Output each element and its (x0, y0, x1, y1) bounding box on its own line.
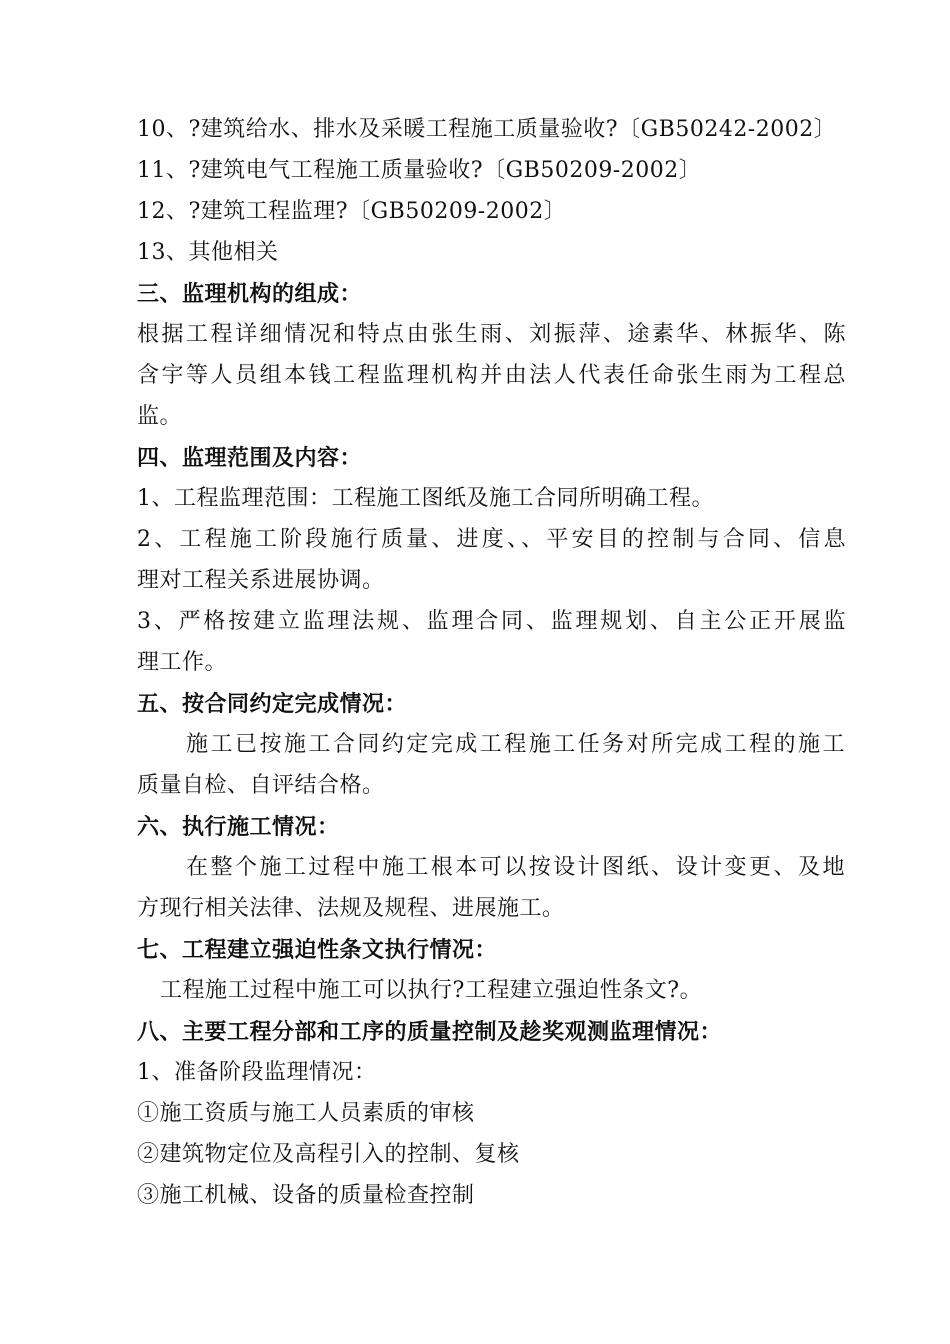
section-8-subheading-1: 1、准备阶段监理情况： (137, 1060, 377, 1085)
section-3-paragraph-line-2: 含宇等人员组本钱工程监理机构并由法人代表任命张生雨为工程总 (137, 363, 847, 388)
list-item-11: 11、?建筑电气工程施工质量验收?〔GB50209-2002〕 (137, 158, 702, 183)
section-4-item-3-line-2: 理工作。 (137, 650, 228, 675)
section-5-paragraph-line-2: 质量自检、自评结合格。 (137, 773, 385, 798)
section-3-paragraph-line-1: 根据工程详细情况和特点由张生雨、刘振萍、途素华、林振华、陈 (137, 322, 847, 347)
section-6-heading: 六、执行施工情况： (137, 814, 340, 840)
section-3-paragraph-line-3: 监。 (137, 404, 183, 429)
section-4-item-2-line-1: 2、工程施工阶段施行质量、进度、、平安目的控制与合同、信息 (137, 527, 847, 552)
section-5-heading: 五、按合同约定完成情况： (137, 691, 408, 717)
list-item-10: 10、?建筑给水、排水及采暖工程施工质量验收?〔GB50242-2002〕 (137, 117, 837, 142)
section-8-heading: 八、主要工程分部和工序的质量控制及趁奖观测监理情况： (137, 1019, 723, 1045)
section-4-item-2-line-2: 理对工程关系进展协调。 (137, 568, 385, 593)
section-3-heading: 三、监理机构的组成： (137, 281, 363, 307)
section-6-paragraph-line-2: 方现行相关法律、法规及规程、进展施工。 (137, 896, 565, 921)
section-4-heading: 四、监理范围及内容： (137, 445, 363, 471)
section-5-paragraph-line-1: 施工已按施工合同约定完成工程施工任务对所完成工程的施工 (186, 732, 846, 757)
section-4-item-3-line-1: 3、严格按建立监理法规、监理合同、监理规划、自主公正开展监 (137, 609, 847, 634)
section-8-item-1: ①施工资质与施工人员素质的审核 (137, 1101, 475, 1126)
section-6-paragraph-line-1: 在整个施工过程中施工根本可以按设计图纸、设计变更、及地 (186, 855, 846, 880)
section-7-paragraph-line-1: 工程施工过程中施工可以执行?工程建立强迫性条文?。 (160, 978, 703, 1003)
list-item-13: 13、其他相关 (137, 240, 279, 265)
section-7-heading: 七、工程建立强迫性条文执行情况： (137, 937, 498, 963)
section-8-item-3: ③施工机械、设备的质量检查控制 (137, 1183, 475, 1208)
list-item-12: 12、?建筑工程监理?〔GB50209-2002〕 (137, 199, 567, 224)
section-4-item-1: 1、工程监理范围：工程施工图纸及施工合同所明确工程。 (137, 486, 714, 511)
section-8-item-2: ②建筑物定位及高程引入的控制、复核 (137, 1142, 520, 1167)
